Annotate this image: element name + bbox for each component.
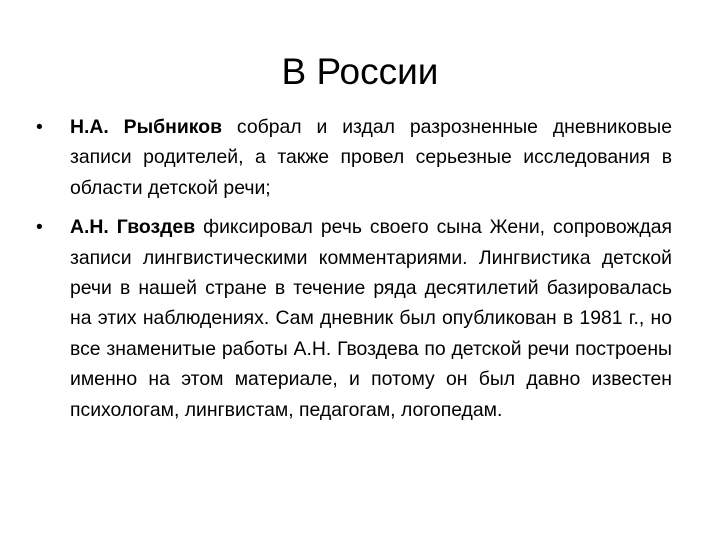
bullet-list [36,112,672,434]
bullet-item-rybnikov [36,112,672,203]
bullet-text: собрал и издал разрозненные дневниковые записи родителей, а также провел серьезные исследования в области детской речи; [70,116,672,199]
slide-title: В России [281,51,439,92]
bullet-item-gvozdev [36,212,672,425]
bullet-name: А.Н. Гвоздев [70,216,196,239]
bullet-icon: • [36,216,43,239]
bullet-name: Н.А. Рыбников [70,116,222,138]
bullet-icon: • [36,116,43,138]
bullet-text: фиксировал речь своего сына Жени, сопровождая записи лингвистическими комментариями. Лингвистика детской речи в нашей стране в течение ряда десятилетий базировалась на этих наблюдениях. Сам дневник был опубликован в 1981 г., но все знаменитые работы А.Н. Гвоздева по детской речи построены именно на этом материале, и потому он был давно известен психологам, лингвистам, педагогам, логопедам. [70,216,672,421]
